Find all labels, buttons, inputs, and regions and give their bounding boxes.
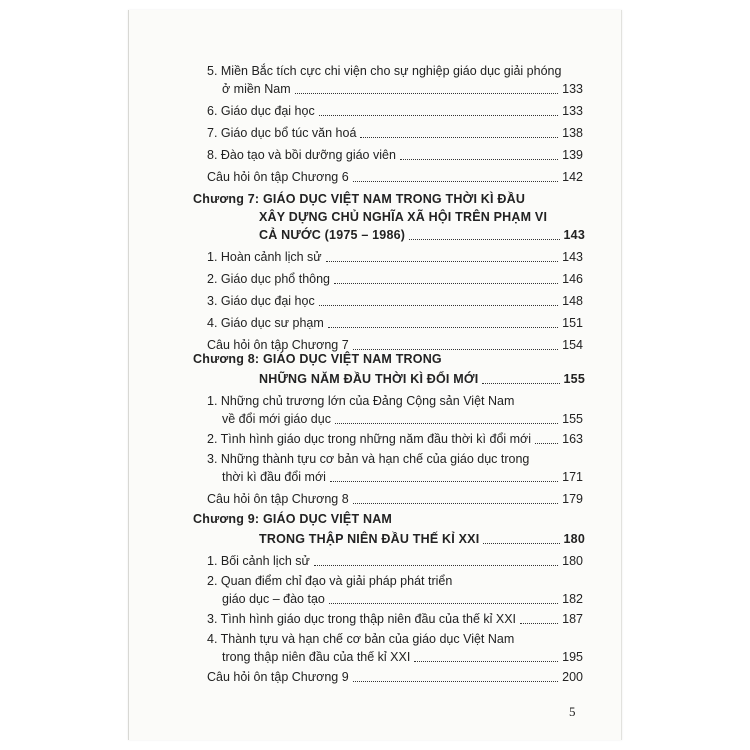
chapter-title: XÂY DỰNG CHỦ NGHĨA XÃ HỘI TRÊN PHẠM VI bbox=[259, 210, 548, 224]
dot-leader bbox=[330, 481, 558, 482]
toc-entry-text: 1. Bối cảnh lịch sử bbox=[207, 554, 310, 568]
dot-leader bbox=[483, 543, 559, 544]
toc-entry bbox=[207, 612, 583, 627]
page-ref: 155 bbox=[563, 372, 585, 386]
chapter-heading bbox=[193, 512, 392, 527]
page-ref: 154 bbox=[562, 338, 583, 352]
page-ref: 138 bbox=[562, 126, 583, 140]
toc-entry-text: về đổi mới giáo dục bbox=[222, 412, 331, 426]
toc-entry bbox=[207, 492, 583, 507]
toc-entry bbox=[207, 316, 583, 331]
page-ref: 143 bbox=[563, 228, 585, 242]
toc-entry bbox=[207, 294, 583, 309]
toc-entry-text: 7. Giáo dục bổ túc văn hoá bbox=[207, 126, 357, 140]
dot-leader bbox=[409, 239, 559, 240]
dot-leader bbox=[335, 423, 558, 424]
page-ref: 139 bbox=[562, 148, 583, 162]
chapter-label: Chương 9: bbox=[193, 512, 260, 526]
chapter-title: GIÁO DỤC VIỆT NAM TRONG bbox=[262, 352, 442, 366]
chapter-heading-line bbox=[259, 228, 585, 243]
toc-entry-text: trong thập niên đầu của thế kỉ XXI bbox=[222, 650, 411, 664]
toc-entry bbox=[207, 272, 583, 287]
toc-entry bbox=[207, 104, 583, 119]
toc-entry bbox=[222, 470, 583, 485]
toc-entry-text: Câu hỏi ôn tập Chương 9 bbox=[207, 670, 349, 684]
dot-leader bbox=[482, 383, 559, 384]
dot-leader bbox=[353, 681, 558, 682]
toc-entry-text: 1. Những chủ trương lớn của Đảng Cộng sản Việt Nam bbox=[207, 394, 515, 408]
table-of-contents bbox=[129, 10, 621, 740]
toc-entry bbox=[207, 554, 583, 569]
dot-leader bbox=[353, 503, 558, 504]
chapter-title: NHỮNG NĂM ĐẦU THỜI KÌ ĐỔI MỚI bbox=[259, 372, 479, 386]
dot-leader bbox=[319, 115, 558, 116]
toc-entry bbox=[207, 170, 583, 185]
chapter-heading-line bbox=[259, 372, 585, 387]
page-number: 5 bbox=[569, 704, 576, 719]
toc-entry-text: 5. Miền Bắc tích cực chi viện cho sự nghiệp giáo dục giải phóng bbox=[207, 64, 562, 78]
toc-entry bbox=[222, 82, 583, 97]
chapter-title: GIÁO DỤC VIỆT NAM bbox=[262, 512, 393, 526]
dot-leader bbox=[329, 603, 558, 604]
toc-entry-text: 4. Giáo dục sư phạm bbox=[207, 316, 324, 330]
toc-entry-text: 3. Tình hình giáo dục trong thập niên đầu của thế kỉ XXI bbox=[207, 612, 517, 626]
toc-entry-text: Câu hỏi ôn tập Chương 6 bbox=[207, 170, 349, 184]
chapter-heading-line bbox=[259, 532, 585, 547]
toc-entry-text: 2. Giáo dục phổ thông bbox=[207, 272, 331, 286]
chapter-title: CẢ NƯỚC (1975 – 1986) bbox=[259, 228, 406, 242]
book-page bbox=[128, 10, 622, 740]
chapter-heading bbox=[193, 192, 525, 207]
toc-entry-text: 8. Đào tạo và bồi dưỡng giáo viên bbox=[207, 148, 396, 162]
page-ref: 195 bbox=[562, 650, 583, 664]
dot-leader bbox=[314, 565, 558, 566]
page-ref: 155 bbox=[562, 412, 583, 426]
page-ref: 142 bbox=[562, 170, 583, 184]
page-ref: 146 bbox=[562, 272, 583, 286]
toc-entry bbox=[207, 126, 583, 141]
toc-entry bbox=[222, 592, 583, 607]
toc-entry-text: 1. Hoàn cảnh lịch sử bbox=[207, 250, 322, 264]
dot-leader bbox=[328, 327, 558, 328]
page-ref: 151 bbox=[562, 316, 583, 330]
page-ref: 148 bbox=[562, 294, 583, 308]
dot-leader bbox=[400, 159, 558, 160]
toc-entry-text: thời kì đầu đổi mới bbox=[222, 470, 326, 484]
chapter-heading bbox=[193, 352, 442, 367]
page-ref: 180 bbox=[563, 532, 585, 546]
page-ref: 133 bbox=[562, 104, 583, 118]
page-ref: 143 bbox=[562, 250, 583, 264]
page-ref: 180 bbox=[562, 554, 583, 568]
toc-entry-text: Câu hỏi ôn tập Chương 7 bbox=[207, 338, 349, 352]
toc-entry-text: 4. Thành tựu và hạn chế cơ bản của giáo dục Việt Nam bbox=[207, 632, 515, 646]
toc-entry-text: 3. Những thành tựu cơ bản và hạn chế của giáo dục trong bbox=[207, 452, 530, 466]
toc-entry bbox=[207, 338, 583, 353]
page-ref: 182 bbox=[562, 592, 583, 606]
toc-entry bbox=[207, 250, 583, 265]
toc-entry bbox=[222, 412, 583, 427]
dot-leader bbox=[334, 283, 558, 284]
toc-entry bbox=[207, 670, 583, 685]
toc-entry-text: giáo dục – đào tạo bbox=[222, 592, 325, 606]
page-ref: 171 bbox=[562, 470, 583, 484]
page-ref: 133 bbox=[562, 82, 583, 96]
toc-entry-text: 2. Tình hình giáo dục trong những năm đầu thời kì đổi mới bbox=[207, 432, 532, 446]
chapter-title: GIÁO DỤC VIỆT NAM TRONG THỜI KÌ ĐẦU bbox=[262, 192, 526, 206]
page-ref: 200 bbox=[562, 670, 583, 684]
dot-leader bbox=[360, 137, 558, 138]
page-ref: 187 bbox=[562, 612, 583, 626]
toc-entry-text: 6. Giáo dục đại học bbox=[207, 104, 315, 118]
chapter-label: Chương 8: bbox=[193, 352, 260, 366]
dot-leader bbox=[353, 181, 558, 182]
toc-entry-text: 3. Giáo dục đại học bbox=[207, 294, 315, 308]
dot-leader bbox=[295, 93, 559, 94]
chapter-title: TRONG THẬP NIÊN ĐẦU THẾ KỈ XXI bbox=[259, 532, 480, 546]
chapter-label: Chương 7: bbox=[193, 192, 260, 206]
toc-entry bbox=[207, 432, 583, 447]
toc-entry bbox=[207, 148, 583, 163]
dot-leader bbox=[353, 349, 558, 350]
dot-leader bbox=[414, 661, 558, 662]
dot-leader bbox=[319, 305, 558, 306]
dot-leader bbox=[520, 623, 558, 624]
toc-entry-text: 2. Quan điểm chỉ đạo và giải pháp phát triển bbox=[207, 574, 453, 588]
toc-entry-text: ở miền Nam bbox=[222, 82, 291, 96]
page-ref: 163 bbox=[562, 432, 583, 446]
dot-leader bbox=[326, 261, 558, 262]
toc-entry bbox=[222, 650, 583, 665]
dot-leader bbox=[535, 443, 558, 444]
page-ref: 179 bbox=[562, 492, 583, 506]
toc-entry-text: Câu hỏi ôn tập Chương 8 bbox=[207, 492, 349, 506]
